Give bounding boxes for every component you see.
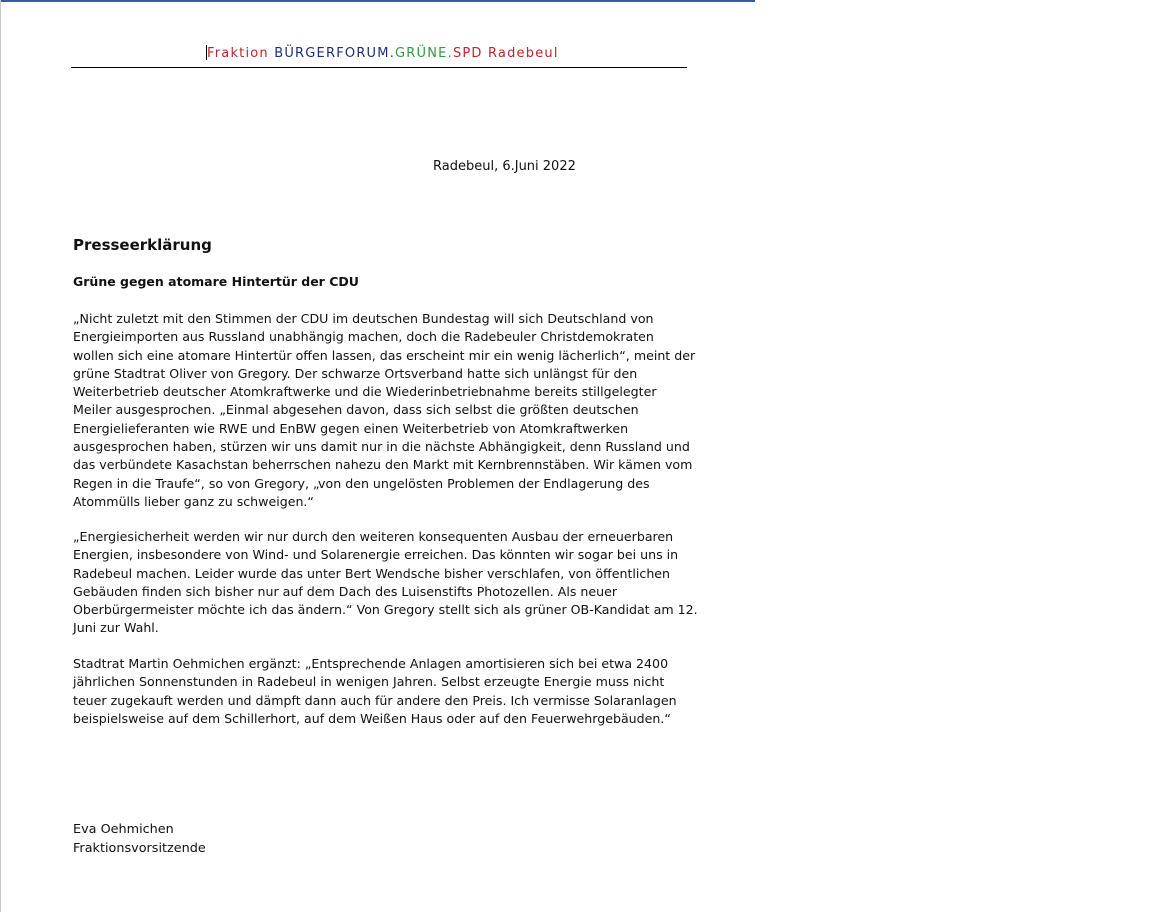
signature-block[interactable] [73, 820, 206, 858]
letterhead-dot-2: . [447, 46, 453, 61]
letterhead-spd: SPD [452, 46, 483, 61]
paragraph-line: Radebeul machen. Leider wurde das unter Bert Wendsche bisher verschlafen, von öffentlichen [73, 565, 671, 581]
signature-name: Eva Oehmichen [73, 822, 174, 837]
letterhead-gruene: GRÜNE [395, 46, 448, 61]
paragraph-line: Energielieferanten wie RWE und EnBW gegen einen Weiterbetrieb von Atomkraftwerken [73, 420, 629, 436]
document-date[interactable]: Radebeul, 6.Juni 2022 [433, 159, 576, 174]
letterhead-radebeul: Radebeul [482, 46, 559, 61]
letterhead-dot-1: . [389, 46, 396, 61]
paragraph-line: Energieimporten aus Russland unabhängig machen, doch die Radebeuler Christdemokraten [73, 329, 654, 345]
paragraph-line: Weiterbetrieb deutscher Atomkraftwerke und die Wiederinbetriebnahme bereits stillgelegter [73, 384, 657, 400]
paragraph-line: Juni zur Wahl. [73, 620, 159, 636]
paragraph-line: Stadtrat Martin Oehmichen ergänzt: „Entsprechende Anlagen amortisieren sich bei etwa 2400 [73, 656, 669, 671]
paragraph-3[interactable] [73, 655, 693, 728]
page-left-edge [0, 0, 1, 912]
paragraph-line: „Nicht zuletzt mit den Stimmen der CDU im deutschen Bundestag will sich Deutschland von [73, 311, 654, 326]
paragraph-line: Oberbürgermeister möchte ich das ändern.“ Von Gregory stellt sich als grüner OB-Kandidat am 12. [73, 602, 698, 618]
document-title[interactable]: Presseerklärung [73, 236, 212, 254]
paragraph-line: Energien, insbesondere von Wind- und Solarenergie erreichen. Das könnten wir sogar bei uns in [73, 547, 679, 563]
paragraph-line: beispielsweise auf dem Schillerhort, auf dem Weißen Haus oder auf den Feuerwehrgebäuden.“ [73, 710, 671, 726]
paragraph-line: wollen sich eine atomare Hintertür offen lassen, das erscheint mir ein wenig lächerlich“, meint der [73, 347, 696, 363]
paragraph-line: Regen in die Traufe“, so von Gregory, „von den ungelösten Problemen der Endlagerung des [73, 475, 650, 491]
paragraph-line: das verbündete Kasachstan beherrschen nahezu den Markt mit Kernbrennstäben. Wir kämen vom [73, 457, 693, 473]
signature-role: Fraktionsvorsitzende [73, 841, 206, 856]
paragraph-line: Atommülls lieber ganz zu schweigen.“ [73, 493, 314, 509]
document-subtitle[interactable]: Grüne gegen atomare Hintertür der CDU [73, 274, 359, 289]
paragraph-2[interactable] [73, 528, 698, 638]
paragraph-line: grüne Stadtrat Oliver von Gregory. Der schwarze Ortsverband hatte sich unlängst für den [73, 365, 638, 381]
paragraph-line: ausgesprochen haben, stürzen wir uns damit nur in die nächste Abhängigkeit, denn Russland und [73, 439, 690, 455]
letterhead-fraktion: Fraktion [207, 46, 275, 61]
paragraph-line: Meiler ausgesprochen. „Einmal abgesehen davon, dass sich selbst die größten deutschen [73, 402, 639, 418]
paragraph-line: Gebäuden finden sich bisher nur auf dem Dach des Luisenstifts Photozellen. Als neuer [73, 583, 618, 599]
letterhead-buergerforum: BÜRGERFORUM [274, 46, 390, 61]
paragraph-line: jährlichen Sonnenstunden in Radebeul in wenigen Jahren. Selbst erzeugte Energie muss nicht [73, 674, 665, 690]
paragraph-line: teuer zugekauft werden und dämpft dann auch für andere den Preis. Ich vermisse Solaranlagen [73, 692, 677, 708]
header-underline [71, 67, 687, 68]
letterhead[interactable] [206, 45, 559, 61]
paragraph-1[interactable] [73, 310, 696, 511]
top-accent-rule [0, 0, 755, 2]
paragraph-line: „Energiesicherheit werden wir nur durch den weiteren konsequenten Ausbau der erneuerbaren [73, 529, 674, 544]
